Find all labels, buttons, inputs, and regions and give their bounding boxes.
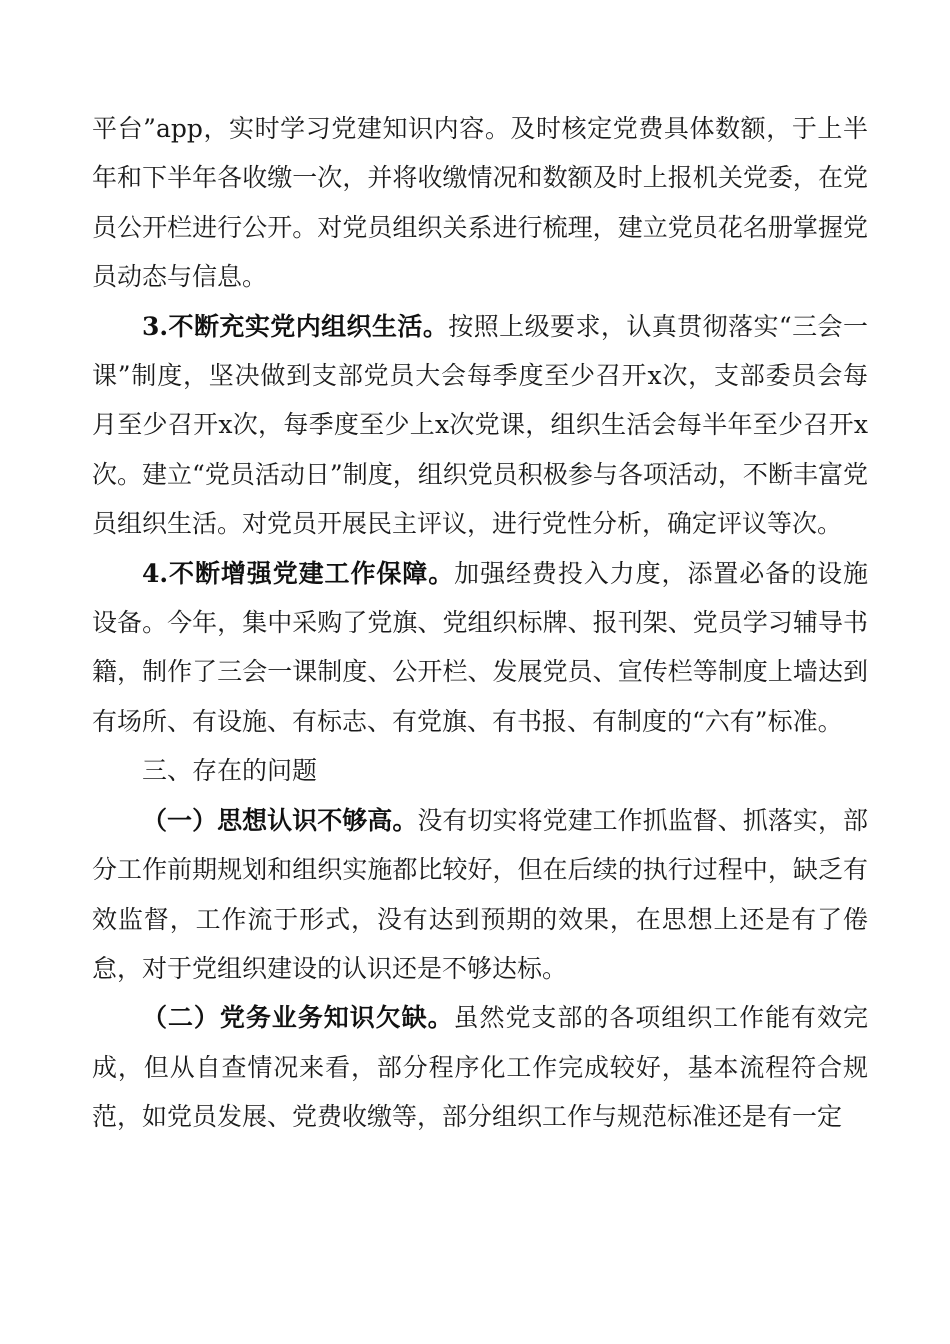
paragraph-4-heading: 4.不断增强党建工作保障。 [142, 558, 455, 588]
problem-2-heading: （二）党务业务知识欠缺。 [142, 1003, 454, 1033]
problem-2 [92, 993, 868, 1141]
paragraph-4 [92, 549, 868, 747]
document-body [92, 104, 868, 1142]
problem-1-heading: （一）思想认识不够高。 [142, 805, 418, 835]
continued-paragraph-text: 平台”app，实时学习党建知识内容。及时核定党费具体数额，于上半年和下半年各收缴一次，并将收缴情况和数额及时上报机关党委，在党员公开栏进行公开。对党员组织关系进行梳理，建立党员花名册掌握党员动态与信息。 [92, 114, 868, 292]
problem-1 [92, 796, 868, 994]
continued-paragraph [92, 104, 868, 302]
paragraph-3-heading: 3.不断充实党内组织生活。 [142, 311, 449, 341]
paragraph-3-text: 按照上级要求，认真贯彻落实“三会一课”制度，坚决做到支部党员大会每季度至少召开x次，支部委员会每月至少召开x次，每季度至少上x次党课，组织生活会每半年至少召开x次。建立“党员活动日”制度，组织党员积极参与各项活动，不断丰富党员组织生活。对党员开展民主评议，进行党性分析，确定评议等次。 [92, 311, 868, 539]
section-3-title: 三、存在的问题 [142, 756, 318, 786]
paragraph-3 [92, 302, 868, 549]
problem-1-text: 没有切实将党建工作抓监督、抓落实，部分工作前期规划和组织实施都比较好，但在后续的执行过程中，缺乏有效监督，工作流于形式，没有达到预期的效果，在思想上还是有了倦怠，对于党组织建设的认识还是不够达标。 [92, 805, 868, 983]
problem-2-text: 虽然党支部的各项组织工作能有效完成，但从自查情况来看，部分程序化工作完成较好，基本流程符合规范，如党员发展、党费收缴等，部分组织工作与规范标准还是有一定 [92, 1003, 868, 1132]
paragraph-4-text: 加强经费投入力度，添置必备的设施设备。今年，集中采购了党旗、党组织标牌、报刊架、党员学习辅导书籍，制作了三会一课制度、公开栏、发展党员、宣传栏等制度上墙达到有场所、有设施、有标志、有党旗、有书报、有制度的“六有”标准。 [92, 558, 868, 736]
